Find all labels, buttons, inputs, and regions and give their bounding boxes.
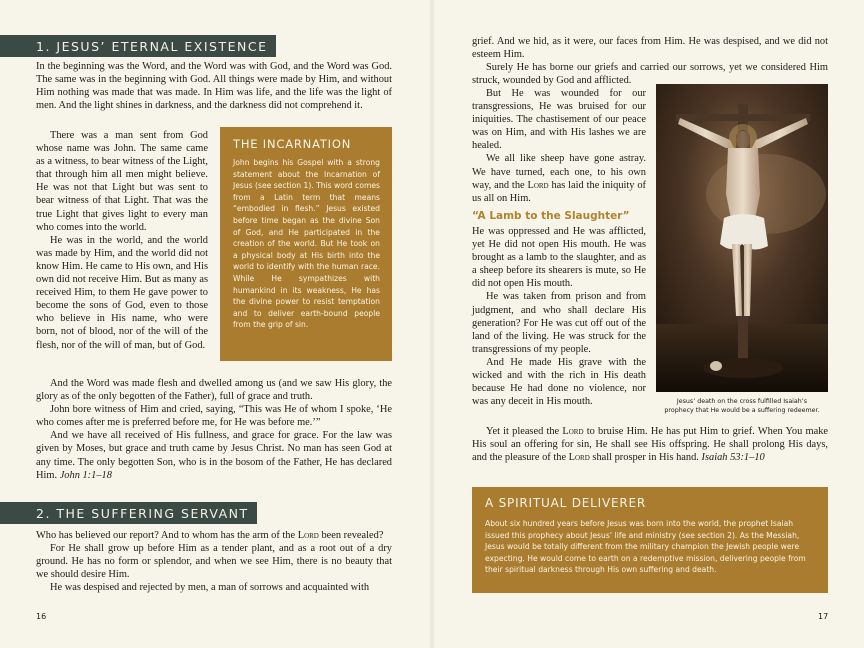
paragraph: Surely He has borne our griefs and carried our sorrows, yet we considered Him struck, wounded by God and afflicted. [472, 62, 828, 87]
page-number: 16 [36, 612, 47, 621]
paragraph: John bore witness of Him and cried, saying, “This was He of whom I spoke, ‘He who comes after me is preferred before me, for He was before me.’” [36, 404, 392, 429]
sidebar-body: About six hundred years before Jesus was born into the world, the prophet Isaiah issued this prophecy about Jesus’ life and ministry (see section 2). As the Messiah, Jesus would be totally different from the military champion the Jewish people were expecting. He would come to earth on a redemptive mission, delivering people from their spiritual darkness through His own suffering and death. [485, 519, 806, 575]
paragraph: He was oppressed and He was afflicted, yet He did not open His mouth. He was brought as a lamb to the slaughter, and as a sheep before its shearers is mute, so He did not open His mouth. [472, 225, 646, 290]
paragraph: He was despised and rejected by men, a man of sorrows and acquainted with [50, 582, 370, 594]
scripture-reference: John 1:1–18 [59, 469, 112, 481]
incarnation-sidebar [220, 127, 392, 361]
page-number: 17 [818, 612, 829, 621]
right-page [432, 0, 864, 648]
paragraph: He was in the world, and the world was made by Him, and the world did not know Him. He came to His own, and His own did not receive Him. But as many as received Him, to them He gave power to become the sons of God, even to those who believe in His name, who were born, not of blood, nor of the will of the flesh, nor of the will of man, but of God. [36, 234, 208, 351]
figure-caption: Jesus’ death on the cross fulfilled Isaiah’s prophecy that He would be a suffering redeemer. [664, 398, 820, 414]
continuation-text [472, 35, 828, 87]
paragraph: We all like sheep have gone astray. We have turned, each one, to his own way, and the Lord has laid the iniquity of us all on Him. [472, 153, 646, 204]
paragraph: But He was wounded for our transgressions, He was bruised for our iniquities. The chastisement of our peace was on Him, and with His lashes we are healed. [472, 88, 646, 152]
paragraph: There was a man sent from God whose name was John. The same came as a witness, to bear witness of the Light, that through him all men might believe. He was not that Light but was sent to bear witness of that Light. That was the true Light that gives light to every man who comes into the world. [36, 130, 208, 233]
section-1-closing [36, 377, 392, 482]
section-2-text [36, 529, 392, 594]
paragraph: For He shall grow up before Him as a tender plant, and as a root out of a dry ground. He has no form or splendor, and when we see Him, there is no beauty that we should desire Him. [36, 543, 392, 581]
paragraph: And the Word was made flesh and dwelled among us (and we saw His glory, the glory as of the only begotten of the Father), full of grace and truth. [36, 378, 392, 403]
section-1-intro [36, 60, 392, 112]
sidebar-body: John begins his Gospel with a strong statement about the Incarnation of Jesus (see section 1). This word comes from a Latin term that means “embodied in flesh.” Jesus existed before time began as the divine Son of God, and He participated in the creation of the world. But He took on a physical body at His birth into the world to identify with the human race. While He sympathizes with humankind in its weakness, He has the divine power to resist temptation and to deliver earth-bound people from the grip of sin. [233, 158, 380, 330]
section-1-heading: 1. JESUS’ ETERNAL EXISTENCE [0, 35, 276, 57]
paragraph: He was taken from prison and from judgment, and who shall declare His generation? For He was cut off out of the land of the living. He was struck for the transgressions of my people. [472, 291, 646, 355]
scripture-reference: Isaiah 53:1–10 [701, 452, 765, 464]
spiritual-deliverer-sidebar [472, 487, 828, 593]
lamb-subheading: “A Lamb to the Slaughter” [472, 209, 630, 222]
paragraph: In the beginning was the Word, and the Word was with God, and the Word was God. The same was in the beginning with God. All things were made by Him, and without Him nothing was made that was made. In Him was life, and the life was the light of men. And the light shines in darkness, and the darkness did not comprehend it. [36, 61, 392, 112]
section-1-column [36, 129, 208, 352]
sidebar-title: A SPIRITUAL DELIVERER [485, 496, 647, 510]
paragraph: And He made His grave with the wicked and with the rich in His death because He had done no violence, nor was any deceit in His mouth. [472, 356, 646, 408]
section-2-heading: 2. THE SUFFERING SERVANT [0, 502, 257, 524]
paragraph: Who has believed our report? And to whom has the arm of the Lord been revealed? [36, 530, 384, 541]
narrow-column [472, 87, 646, 408]
pleased-paragraph: Yet it pleased the Lord to bruise Him. He has put Him to grief. When You make His soul an offering for sin, He shall see His offspring. He shall prolong His days, and the pleasure of the Lord shall prosper in His hand. Isaiah 53:1–10 [472, 426, 828, 464]
crucifixion-painting [656, 84, 828, 392]
paragraph: grief. And we hid, as it were, our faces from Him. He was despised, and we did not esteem Him. [472, 36, 828, 61]
sidebar-title: THE INCARNATION [233, 137, 352, 151]
paragraph: And we have all received of His fullness, and grace for grace. For the law was given by Moses, but grace and truth came by Jesus Christ. No man has seen God at any time. The only begotten Son, who is in the bosom of the Father, He has declared Him. John 1:1–18 [36, 430, 392, 481]
